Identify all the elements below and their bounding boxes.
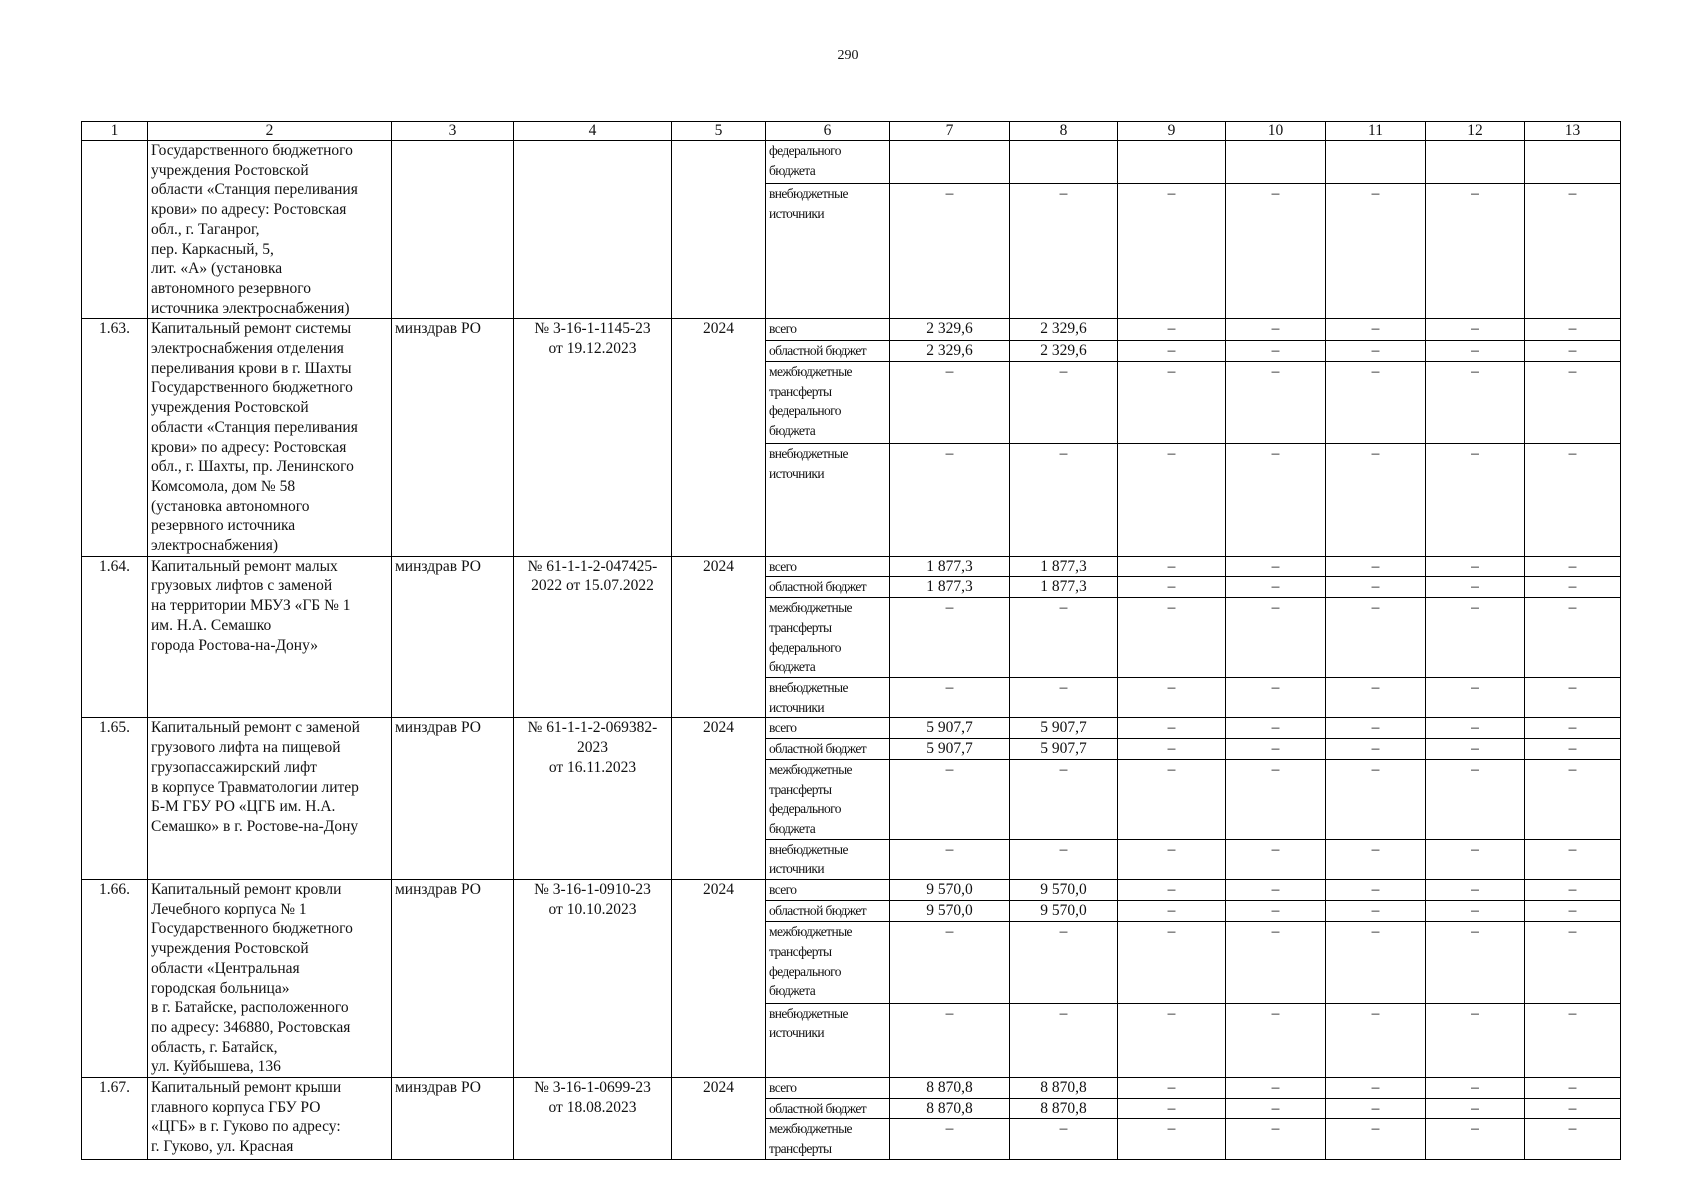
offbudget-col10: – [1226, 184, 1326, 319]
total-col10: – [1226, 319, 1326, 340]
regional-col9: – [1118, 340, 1226, 361]
offbudget-col13: – [1525, 184, 1621, 319]
offbudget-col9: – [1118, 184, 1226, 319]
empty-value-col10 [1226, 141, 1326, 184]
year-cell: 2024 [672, 1078, 766, 1160]
regional-col11: – [1326, 901, 1426, 922]
total-col12: – [1426, 319, 1525, 340]
document-cell [514, 141, 672, 319]
regional-col10: – [1226, 577, 1326, 598]
column-number-13: 13 [1525, 122, 1621, 141]
regional-col7: 1 877,3 [890, 577, 1010, 598]
table-row [82, 556, 1621, 577]
interbudget-transfers-col8: – [1010, 598, 1118, 678]
table-body [82, 122, 1621, 1160]
total-col8: 8 870,8 [1010, 1078, 1118, 1099]
agency-cell: минздрав РО [392, 1078, 514, 1160]
interbudget-transfers-col7: – [890, 362, 1010, 444]
regional-col12: – [1426, 577, 1525, 598]
agency-cell [392, 141, 514, 319]
total-col13: – [1525, 319, 1621, 340]
regional-col12: – [1426, 901, 1525, 922]
object-description: Капитальный ремонт с заменой грузового лифта на пищевой грузопассажирский лифт в корпусе Травматологии литер Б-М ГБУ РО «ЦГБ им. Н.А. Семашко» в г. Ростове-на-Дону [148, 718, 392, 880]
total-col13: – [1525, 1078, 1621, 1099]
column-number-6: 6 [766, 122, 890, 141]
object-description: Капитальный ремонт системы электроснабжения отделения переливания крови в г. Шахты Государственного бюджетного учреждения Ростовской области «Станция переливания крови» по адресу: Ростовская обл., г. Шахты, пр. Ленинского Комсомола, дом № 58 (установка автономного резервного источника электроснабжения) [148, 319, 392, 556]
interbudget-transfers-col13: – [1525, 759, 1621, 839]
total-col11: – [1326, 718, 1426, 739]
interbudget-transfers-col10: – [1226, 922, 1326, 1003]
column-number-11: 11 [1326, 122, 1426, 141]
funding-source-offbudget-sources: внебюджетные источники [766, 444, 890, 556]
regional-col8: 5 907,7 [1010, 739, 1118, 760]
document-cell: № 3-16-1-0910-23 от 10.10.2023 [514, 880, 672, 1078]
funding-source-regional-budget: областной бюджет [766, 739, 890, 760]
funding-source-total: всего [766, 1078, 890, 1099]
regional-col7: 9 570,0 [890, 901, 1010, 922]
funding-source-interbudget-transfers: межбюджетные трансферты федерального бюджета [766, 362, 890, 444]
regional-col11: – [1326, 340, 1426, 361]
interbudget-transfers-col9: – [1118, 759, 1226, 839]
table-row [82, 319, 1621, 340]
total-col7: 8 870,8 [890, 1078, 1010, 1099]
empty-value-col12 [1426, 141, 1525, 184]
regional-col7: 8 870,8 [890, 1098, 1010, 1119]
total-col11: – [1326, 1078, 1426, 1099]
column-number-4: 4 [514, 122, 672, 141]
total-col13: – [1525, 718, 1621, 739]
document-cell: № 61-1-1-2-069382- 2023 от 16.11.2023 [514, 718, 672, 880]
interbudget-transfers-col12: – [1426, 922, 1525, 1003]
interbudget-transfers-col8: – [1010, 1119, 1118, 1159]
total-col11: – [1326, 880, 1426, 901]
regional-col12: – [1426, 1098, 1525, 1119]
offbudget-sources-col9: – [1118, 1003, 1226, 1077]
funding-source-interbudget-transfers: межбюджетные трансферты федерального бюджета [766, 598, 890, 678]
row-number-cell: 1.63. [82, 319, 148, 556]
interbudget-transfers-col10: – [1226, 759, 1326, 839]
offbudget-sources-col10: – [1226, 839, 1326, 879]
total-col7: 5 907,7 [890, 718, 1010, 739]
funding-source-offbudget-sources: внебюджетные источники [766, 1003, 890, 1077]
total-col12: – [1426, 556, 1525, 577]
funding-source-cell: внебюджетные источники [766, 184, 890, 319]
column-number-12: 12 [1426, 122, 1525, 141]
year-cell: 2024 [672, 718, 766, 880]
funding-source-total: всего [766, 556, 890, 577]
regional-col8: 1 877,3 [1010, 577, 1118, 598]
interbudget-transfers-col9: – [1118, 922, 1226, 1003]
empty-value-col9 [1118, 141, 1226, 184]
interbudget-transfers-col11: – [1326, 362, 1426, 444]
regional-col8: 8 870,8 [1010, 1098, 1118, 1119]
table-row [82, 718, 1621, 739]
document-cell: № 3-16-1-1145-23 от 19.12.2023 [514, 319, 672, 556]
offbudget-sources-col10: – [1226, 677, 1326, 717]
regional-col13: – [1525, 739, 1621, 760]
regional-col8: 2 329,6 [1010, 340, 1118, 361]
empty-value-col8 [1010, 141, 1118, 184]
regional-col9: – [1118, 901, 1226, 922]
regional-col9: – [1118, 739, 1226, 760]
object-description: Капитальный ремонт малых грузовых лифтов с заменой на территории МБУЗ «ГБ № 1 им. Н.А. Семашко города Ростова-на-Дону» [148, 556, 392, 718]
regional-col12: – [1426, 739, 1525, 760]
offbudget-sources-col9: – [1118, 677, 1226, 717]
funding-source-offbudget-sources: внебюджетные источники [766, 677, 890, 717]
interbudget-transfers-col12: – [1426, 1119, 1525, 1159]
agency-cell: минздрав РО [392, 880, 514, 1078]
column-number-8: 8 [1010, 122, 1118, 141]
offbudget-sources-col13: – [1525, 444, 1621, 556]
interbudget-transfers-col7: – [890, 1119, 1010, 1159]
interbudget-transfers-col10: – [1226, 362, 1326, 444]
offbudget-sources-col12: – [1426, 839, 1525, 879]
empty-value-col11 [1326, 141, 1426, 184]
table-row [82, 141, 1621, 184]
row-number-cell: 1.65. [82, 718, 148, 880]
regional-col13: – [1525, 901, 1621, 922]
regional-col10: – [1226, 340, 1326, 361]
total-col9: – [1118, 880, 1226, 901]
interbudget-transfers-col9: – [1118, 598, 1226, 678]
total-col10: – [1226, 1078, 1326, 1099]
total-col8: 9 570,0 [1010, 880, 1118, 901]
table-row [82, 1078, 1621, 1099]
total-col12: – [1426, 880, 1525, 901]
regional-col10: – [1226, 1098, 1326, 1119]
funding-source-total: всего [766, 880, 890, 901]
funding-source-total: всего [766, 718, 890, 739]
funding-source-regional-budget: областной бюджет [766, 577, 890, 598]
total-col13: – [1525, 880, 1621, 901]
total-col10: – [1226, 718, 1326, 739]
funding-source-offbudget-sources: внебюджетные источники [766, 839, 890, 879]
empty-value-col7 [890, 141, 1010, 184]
offbudget-sources-col9: – [1118, 444, 1226, 556]
regional-col9: – [1118, 1098, 1226, 1119]
document-cell: № 3-16-1-0699-23 от 18.08.2023 [514, 1078, 672, 1160]
funding-source-interbudget-transfers: межбюджетные трансферты федерального бюджета [766, 759, 890, 839]
interbudget-transfers-col8: – [1010, 362, 1118, 444]
offbudget-sources-col8: – [1010, 1003, 1118, 1077]
document-cell: № 61-1-1-2-047425- 2022 от 15.07.2022 [514, 556, 672, 718]
offbudget-sources-col8: – [1010, 839, 1118, 879]
interbudget-transfers-col10: – [1226, 598, 1326, 678]
total-col13: – [1525, 556, 1621, 577]
agency-cell: минздрав РО [392, 556, 514, 718]
table-row [82, 880, 1621, 901]
interbudget-transfers-col9: – [1118, 362, 1226, 444]
offbudget-sources-col7: – [890, 677, 1010, 717]
regional-col10: – [1226, 739, 1326, 760]
total-col9: – [1118, 718, 1226, 739]
total-col7: 2 329,6 [890, 319, 1010, 340]
offbudget-sources-col9: – [1118, 839, 1226, 879]
offbudget-sources-col13: – [1525, 677, 1621, 717]
total-col9: – [1118, 319, 1226, 340]
offbudget-sources-col12: – [1426, 1003, 1525, 1077]
offbudget-sources-col12: – [1426, 677, 1525, 717]
offbudget-sources-col11: – [1326, 839, 1426, 879]
interbudget-transfers-col12: – [1426, 598, 1525, 678]
interbudget-transfers-col13: – [1525, 922, 1621, 1003]
year-cell: 2024 [672, 556, 766, 718]
offbudget-col7: – [890, 184, 1010, 319]
interbudget-transfers-col13: – [1525, 598, 1621, 678]
total-col11: – [1326, 319, 1426, 340]
funding-source-regional-budget: областной бюджет [766, 340, 890, 361]
interbudget-transfers-col13: – [1525, 1119, 1621, 1159]
row-number-cell: 1.67. [82, 1078, 148, 1160]
budget-table [81, 121, 1621, 1160]
row-number-cell [82, 141, 148, 319]
column-number-1: 1 [82, 122, 148, 141]
year-cell: 2024 [672, 319, 766, 556]
empty-value-col13 [1525, 141, 1621, 184]
regional-col12: – [1426, 340, 1525, 361]
column-number-header-row [82, 122, 1621, 141]
column-number-5: 5 [672, 122, 766, 141]
offbudget-sources-col11: – [1326, 677, 1426, 717]
offbudget-sources-col13: – [1525, 839, 1621, 879]
agency-cell: минздрав РО [392, 319, 514, 556]
regional-col11: – [1326, 577, 1426, 598]
total-col7: 1 877,3 [890, 556, 1010, 577]
interbudget-transfers-col9: – [1118, 1119, 1226, 1159]
regional-col7: 5 907,7 [890, 739, 1010, 760]
year-cell: 2024 [672, 880, 766, 1078]
offbudget-sources-col11: – [1326, 1003, 1426, 1077]
interbudget-transfers-col7: – [890, 922, 1010, 1003]
offbudget-col11: – [1326, 184, 1426, 319]
regional-col11: – [1326, 1098, 1426, 1119]
total-col8: 2 329,6 [1010, 319, 1118, 340]
object-description: Капитальный ремонт крыши главного корпуса ГБУ РО «ЦГБ» в г. Гуково по адресу: г. Гуково, ул. Красная [148, 1078, 392, 1160]
column-number-2: 2 [148, 122, 392, 141]
offbudget-sources-col11: – [1326, 444, 1426, 556]
interbudget-transfers-col13: – [1525, 362, 1621, 444]
funding-source-cell: федерального бюджета [766, 141, 890, 184]
regional-col10: – [1226, 901, 1326, 922]
page-number: 290 [837, 48, 859, 63]
interbudget-transfers-col8: – [1010, 922, 1118, 1003]
interbudget-transfers-col12: – [1426, 362, 1525, 444]
total-col8: 1 877,3 [1010, 556, 1118, 577]
year-cell [672, 141, 766, 319]
object-description: Капитальный ремонт кровли Лечебного корпуса № 1 Государственного бюджетного учреждения Ростовской области «Центральная городская больница» в г. Батайске, расположенного по адресу: 346880, Ростовская область, г. Батайск, ул. Куйбышева, 136 [148, 880, 392, 1078]
total-col12: – [1426, 1078, 1525, 1099]
regional-col7: 2 329,6 [890, 340, 1010, 361]
interbudget-transfers-col8: – [1010, 759, 1118, 839]
funding-source-interbudget-transfers: межбюджетные трансферты федерального бюджета [766, 922, 890, 1003]
total-col12: – [1426, 718, 1525, 739]
funding-source-regional-budget: областной бюджет [766, 901, 890, 922]
interbudget-transfers-col11: – [1326, 598, 1426, 678]
agency-cell: минздрав РО [392, 718, 514, 880]
interbudget-transfers-col7: – [890, 759, 1010, 839]
funding-source-total: всего [766, 319, 890, 340]
offbudget-sources-col10: – [1226, 1003, 1326, 1077]
interbudget-transfers-col7: – [890, 598, 1010, 678]
total-col9: – [1118, 556, 1226, 577]
row-number-cell: 1.66. [82, 880, 148, 1078]
interbudget-transfers-col11: – [1326, 759, 1426, 839]
offbudget-col8: – [1010, 184, 1118, 319]
column-number-10: 10 [1226, 122, 1326, 141]
offbudget-sources-col13: – [1525, 1003, 1621, 1077]
regional-col13: – [1525, 340, 1621, 361]
object-description: Государственного бюджетного учреждения Ростовской области «Станция переливания крови» по адресу: Ростовская обл., г. Таганрог, пер. Каркасный, 5, лит. «А» (установка автономного резервного источника электроснабжения) [148, 141, 392, 319]
total-col7: 9 570,0 [890, 880, 1010, 901]
column-number-9: 9 [1118, 122, 1226, 141]
regional-col9: – [1118, 577, 1226, 598]
regional-col13: – [1525, 577, 1621, 598]
interbudget-transfers-col11: – [1326, 922, 1426, 1003]
regional-col8: 9 570,0 [1010, 901, 1118, 922]
column-number-3: 3 [392, 122, 514, 141]
funding-source-regional-budget: областной бюджет [766, 1098, 890, 1119]
interbudget-transfers-col11: – [1326, 1119, 1426, 1159]
offbudget-sources-col10: – [1226, 444, 1326, 556]
regional-col11: – [1326, 739, 1426, 760]
total-col9: – [1118, 1078, 1226, 1099]
interbudget-transfers-col10: – [1226, 1119, 1326, 1159]
offbudget-sources-col8: – [1010, 444, 1118, 556]
funding-source-interbudget-transfers: межбюджетные трансферты [766, 1119, 890, 1159]
offbudget-sources-col12: – [1426, 444, 1525, 556]
column-number-7: 7 [890, 122, 1010, 141]
total-col10: – [1226, 880, 1326, 901]
total-col10: – [1226, 556, 1326, 577]
offbudget-sources-col7: – [890, 839, 1010, 879]
interbudget-transfers-col12: – [1426, 759, 1525, 839]
row-number-cell: 1.64. [82, 556, 148, 718]
offbudget-sources-col8: – [1010, 677, 1118, 717]
regional-col13: – [1525, 1098, 1621, 1119]
offbudget-sources-col7: – [890, 1003, 1010, 1077]
offbudget-sources-col7: – [890, 444, 1010, 556]
total-col11: – [1326, 556, 1426, 577]
total-col8: 5 907,7 [1010, 718, 1118, 739]
offbudget-col12: – [1426, 184, 1525, 319]
